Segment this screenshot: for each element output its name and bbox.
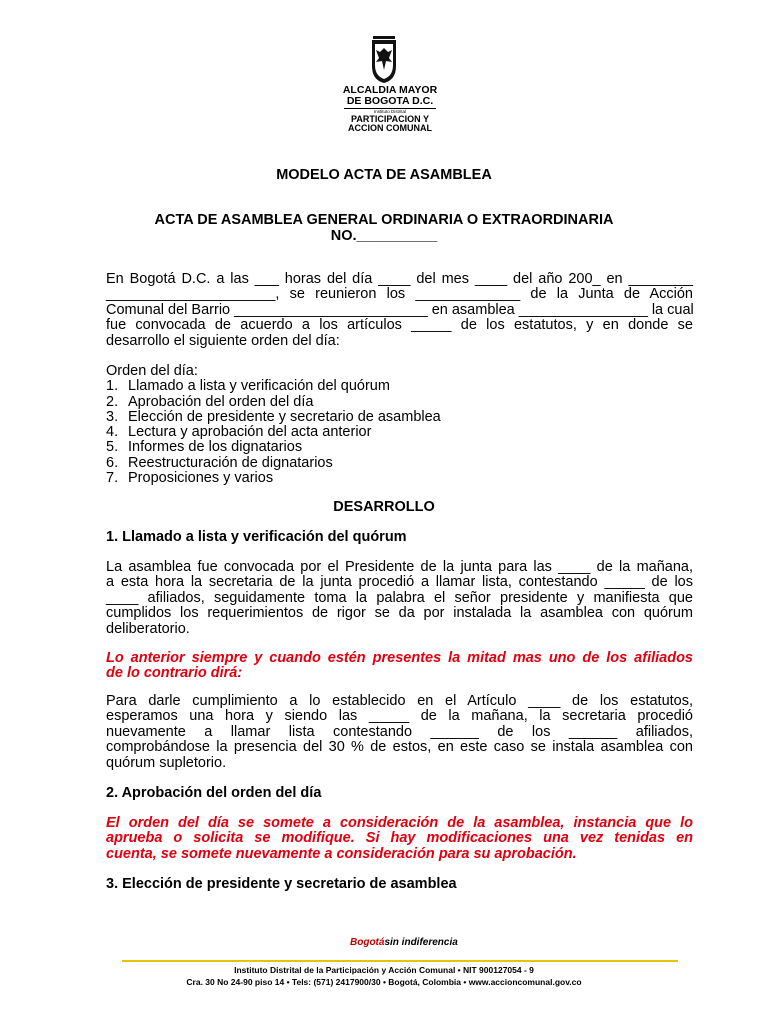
paragraph-line: ____ afiliados, seguidamente toma la palabra el señor presidente y manifiesta que [106,589,693,606]
paragraph-line: cumplidos los requerimientos de rigor se da por instalada la asamblea con quórum [106,605,693,622]
footer-institution-line: Instituto Distrital de la Participación y Acción Comunal • NIT 900127054 - 9 [234,965,534,975]
section-2-heading: 2. Aprobación del orden del día [106,785,322,801]
paragraph-line: Para darle cumplimiento a lo establecido en el Artículo ____ de los estatutos, [106,693,693,709]
intro-line: desarrollo el siguiente orden del día: [106,332,340,349]
agenda-item: 4. Lectura y aprobación del acta anterior [106,424,372,441]
agenda-item: 3. Elección de presidente y secretario de asamblea [106,408,441,425]
desarrollo-heading: DESARROLLO [333,499,435,515]
intro-line: Comunal del Barrio ________________________ en asamblea ________________ la cual [106,301,694,318]
agenda-item: 5. Informes de los dignatarios [106,439,303,456]
logo-line-5: ACCION COMUNAL [348,123,432,134]
document-subtitle-line-1: ACTA DE ASAMBLEA GENERAL ORDINARIA O EXTRAORDINARIA [154,212,614,228]
paragraph-line: nuevamente a llamar lista contestando ______ de los ______ afiliados, [106,723,693,740]
section-1-heading: 1. Llamado a lista y verificación del quórum [106,529,407,545]
document-title: MODELO ACTA DE ASAMBLEA [276,167,492,183]
red-note-line: cuenta, se somete nuevamente a consideración para su aprobación. [106,845,577,862]
intro-line: _____________________, se reunieron los _____________ de la Junta de Acción [106,286,693,303]
agenda-list [106,379,693,486]
paragraph-line: La asamblea fue convocada por el Presidente de la junta para las ____ de la mañana, [106,559,693,575]
intro-line: En Bogotá D.C. a las ___ horas del día ____ del mes ____ del año 200_ en ________ [106,271,693,287]
footer-divider [122,960,678,962]
agenda-title: Orden del día: [106,363,198,379]
agenda-item: 1. Llamado a lista y verificación del quórum [106,378,390,395]
agenda-item: 6. Reestructuración de dignatarios [106,454,333,471]
red-note-1 [106,651,693,682]
section-1b-paragraph [106,694,693,771]
logo-line-3: Instituto Distrital [373,109,406,115]
paragraph-line: deliberatorio. [106,620,190,637]
section-3-heading: 3. Elección de presidente y secretario de asamblea [106,876,457,892]
red-note-line: El orden del día se somete a consideración de la asamblea, instancia que lo [106,815,693,831]
bogota-coat-of-arms-icon [370,36,398,84]
footer-address-line: Cra. 30 No 24-90 piso 14 • Tels: (571) 2417900/30 • Bogotá, Colombia • www.accioncomunal.gov.co [186,977,582,987]
red-note-line: Lo anterior siempre y cuando estén presentes la mitad mas uno de los afiliados [106,650,693,666]
agenda-block [106,364,693,486]
red-note-line: aprueba o solicita se modifique. Si hay modificaciones una vez tenidas en [106,830,693,847]
logo-line-2: DE BOGOTA D.C. [344,96,436,109]
logo-line-4: PARTICIPACION Y [350,113,429,124]
intro-line: fue convocada de acuerdo a los artículos _____ de los estatutos, y en donde se [106,317,693,334]
institution-logo [330,85,450,134]
document-subtitle-line-2: NO.__________ [330,228,438,244]
paragraph-line: esperamos una hora y siendo las _____ de la mañana, la secretaria procedió [106,708,693,725]
logo-line-1: ALCALDIA MAYOR [342,84,438,96]
red-note-line: de lo contrario dirá: [106,665,243,682]
paragraph-line: a esta hora la secretaria de la junta procedió a llamar lista, contestando _____ de los [106,574,693,591]
intro-paragraph [106,272,693,349]
paragraph-line: quórum supletorio. [106,754,227,771]
red-note-2 [106,816,693,862]
bogota-sin-indiferencia-logo: Bogotásin indiferencia [350,937,458,948]
section-1-paragraph [106,560,693,637]
agenda-item: 2. Aprobación del orden del día [106,393,314,410]
agenda-item: 7. Proposiciones y varios [106,470,274,487]
paragraph-line: comprobándose la presencia del 30 % de estos, en este caso se instala asamblea con [106,739,693,756]
